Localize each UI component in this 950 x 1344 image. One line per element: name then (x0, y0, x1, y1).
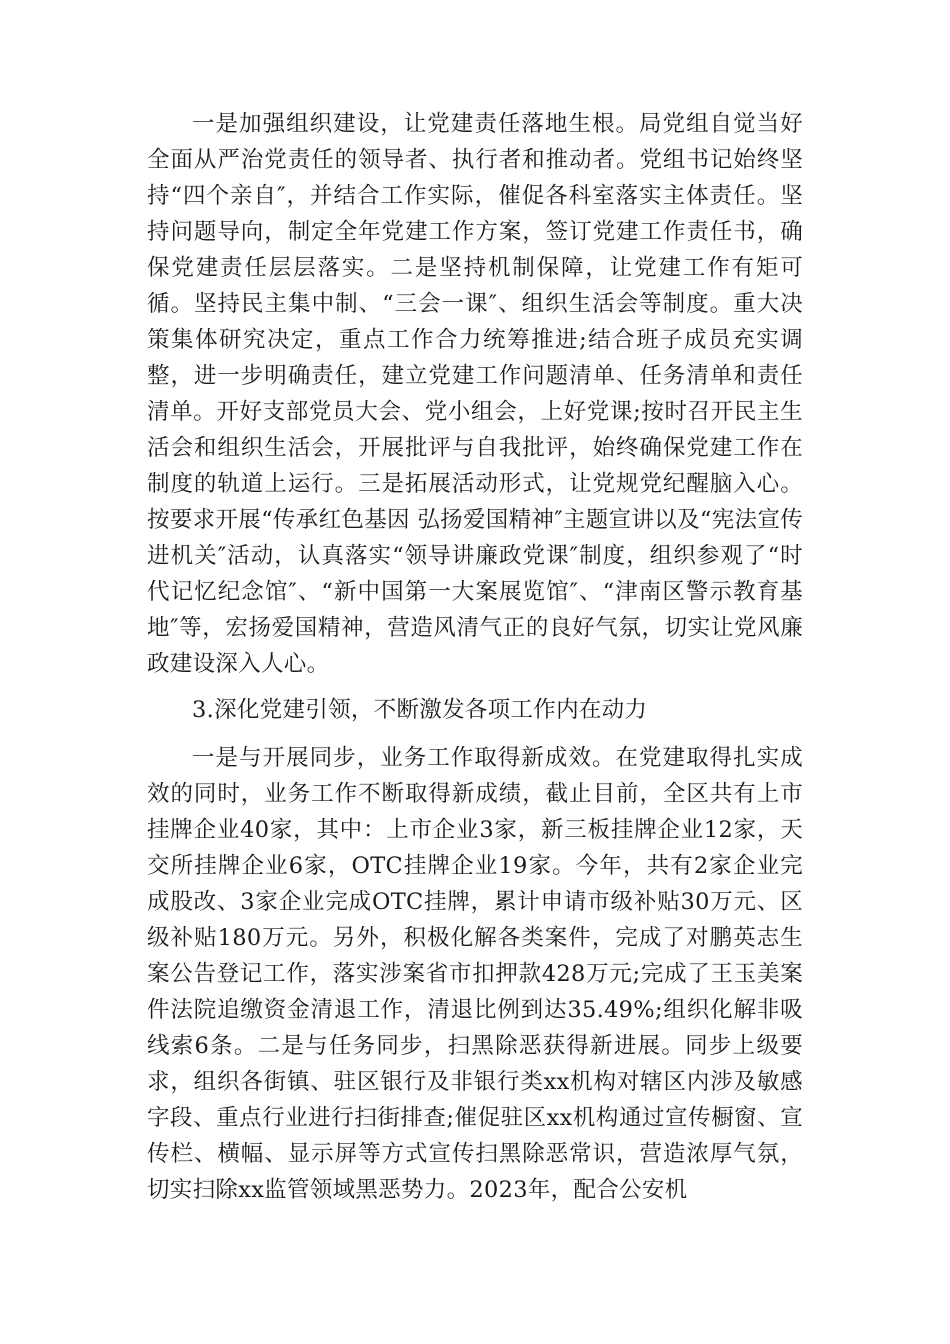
body-paragraph-business-work: 一是与开展同步，业务工作取得新成效。在党建取得扎实成效的同时，业务工作不断取得新成绩，截止目前，全区共有上市挂牌企业40家，其中：上市企业3家，新三板挂牌企业12家，天交所挂牌企业6家，OTC挂牌企业19家。今年，共有2家企业完成股改、3家企业完成OTC挂牌，累计申请市级补贴30万元、区级补贴180万元。另外，积极化解各类案件，完成了对鹏英志生案公告登记工作，落实涉案省市扣押款428万元;完成了王玉美案件法院追缴资金清退工作，清退比例到达35.49%;组织化解非吸线索6条。二是与任务同步，扫黑除恶获得新进展。同步上级要求，组织各街镇、驻区银行及非银行类xx机构对辖区内涉及敏感字段、重点行业进行扫街排查;催促驻区xx机构通过宣传橱窗、宣传栏、横幅、显示屏等方式宣传扫黑除恶常识，营造浓厚气氛，切实扫除xx监管领域黑恶势力。2023年，配合公安机 (147, 745, 803, 1203)
section-heading: 3.深化党建引领，不断激发各项工作内在动力 (192, 697, 648, 723)
document-page (147, 106, 803, 1208)
body-paragraph-party-building: 一是加强组织建设，让党建责任落地生根。局党组自觉当好全面从严治党责任的领导者、执行者和推动者。党组书记始终坚持“四个亲自″，并结合工作实际，催促各科室落实主体责任。坚持问题导向，制定全年党建工作方案，签订党建工作责任书，确保党建责任层层落实。二是坚持机制保障，让党建工作有矩可循。坚持民主集中制、“三会一课″、组织生活会等制度。重大决策集体研究决定，重点工作合力统筹推进;结合班子成员充实调整，进一步明确责任，建立党建工作问题清单、任务清单和责任清单。开好支部党员大会、党小组会，上好党课;按时召开民主生活会和组织生活会，开展批评与自我批评，始终确保党建工作在制度的轨道上运行。三是拓展活动形式，让党规党纪醒脑入心。按要求开展“传承红色基因 弘扬爱国精神″主题宣讲以及“宪法宣传进机关″活动，认真落实“领导讲廉政党课″制度，组织参观了“时代记忆纪念馆″、“新中国第一大案展览馆″、“津南区警示教育基地″等，宏扬爱国精神，营造风清气正的良好气氛，切实让党风廉政建设深入人心。 (147, 111, 803, 677)
